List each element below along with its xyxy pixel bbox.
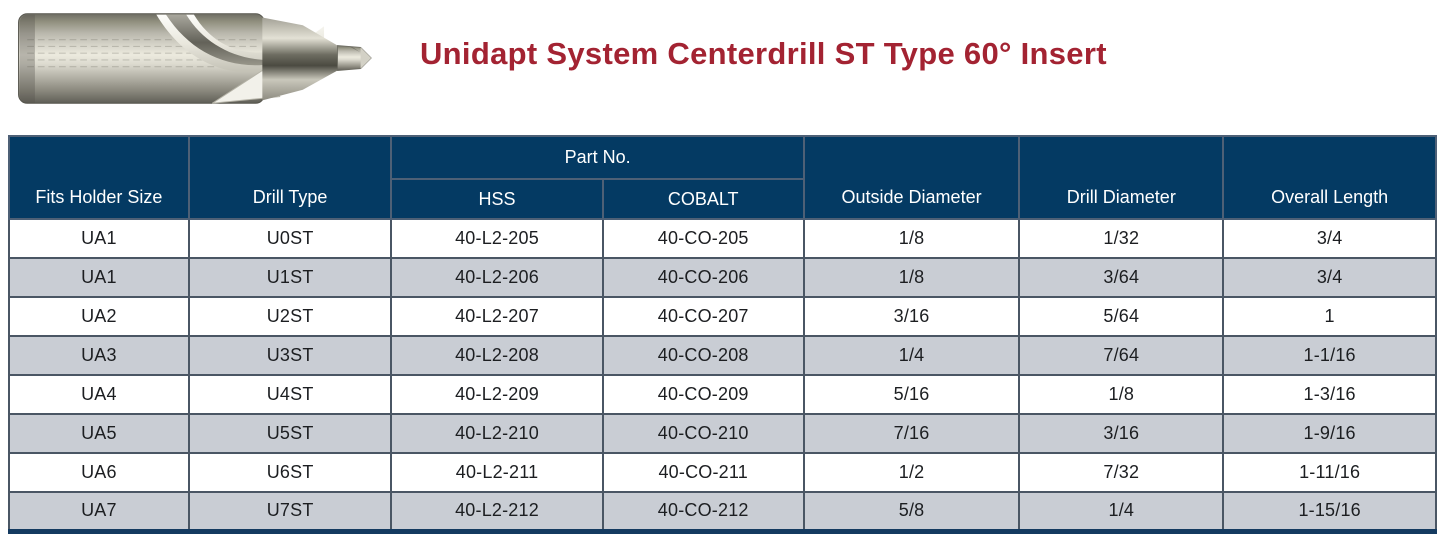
- table-cell: U3ST: [189, 336, 392, 375]
- table-cell: 1/2: [804, 453, 1019, 492]
- table-row: [9, 258, 1436, 297]
- table-cell: UA7: [9, 492, 189, 531]
- table-cell: 1/8: [1019, 375, 1223, 414]
- table-cell: 1-1/16: [1223, 336, 1436, 375]
- table-cell: U0ST: [189, 219, 392, 258]
- table-cell: 40-CO-210: [603, 414, 804, 453]
- table-cell: U7ST: [189, 492, 392, 531]
- table-cell: 40-CO-207: [603, 297, 804, 336]
- table-cell: 1/32: [1019, 219, 1223, 258]
- centerdrill-product-image: [8, 5, 376, 111]
- table-row: [9, 297, 1436, 336]
- table-cell: 40-L2-209: [391, 375, 602, 414]
- table-cell: 1/8: [804, 219, 1019, 258]
- table-cell: 40-L2-206: [391, 258, 602, 297]
- table-cell: 3/16: [1019, 414, 1223, 453]
- table-cell: 40-L2-212: [391, 492, 602, 531]
- table-cell: U5ST: [189, 414, 392, 453]
- table-cell: 40-CO-206: [603, 258, 804, 297]
- table-cell: 40-L2-211: [391, 453, 602, 492]
- table-row: [9, 453, 1436, 492]
- table-cell: 1-11/16: [1223, 453, 1436, 492]
- table-cell: UA1: [9, 258, 189, 297]
- table-cell: 3/64: [1019, 258, 1223, 297]
- table-cell: U1ST: [189, 258, 392, 297]
- table-header: [9, 136, 1436, 219]
- page-title: Unidapt System Centerdrill ST Type 60° Insert: [420, 36, 1107, 71]
- col-header-drill-type: Drill Type: [189, 136, 392, 219]
- table-cell: U4ST: [189, 375, 392, 414]
- col-header-part-no: Part No.: [391, 136, 803, 179]
- table-cell: 1/8: [804, 258, 1019, 297]
- centerdrill-photo-svg: [8, 5, 376, 111]
- table-cell: U2ST: [189, 297, 392, 336]
- col-header-outside-diameter: Outside Diameter: [804, 136, 1019, 219]
- table-cell: 40-L2-210: [391, 414, 602, 453]
- table-cell: 1/4: [1019, 492, 1223, 531]
- table-cell: 1-3/16: [1223, 375, 1436, 414]
- table-cell: 40-CO-211: [603, 453, 804, 492]
- table-cell: 40-CO-212: [603, 492, 804, 531]
- col-header-cobalt: COBALT: [603, 179, 804, 219]
- table-cell: 40-L2-207: [391, 297, 602, 336]
- table-cell: 1: [1223, 297, 1436, 336]
- table-cell: 40-CO-205: [603, 219, 804, 258]
- table-cell: 3/4: [1223, 258, 1436, 297]
- table-cell: 40-CO-209: [603, 375, 804, 414]
- table-cell: 7/32: [1019, 453, 1223, 492]
- col-header-hss: HSS: [391, 179, 602, 219]
- table-cell: UA2: [9, 297, 189, 336]
- table-row: [9, 336, 1436, 375]
- table-cell: 3/16: [804, 297, 1019, 336]
- col-header-drill-diameter: Drill Diameter: [1019, 136, 1223, 219]
- table-cell: 1-9/16: [1223, 414, 1436, 453]
- table-cell: 40-L2-208: [391, 336, 602, 375]
- table-cell: 5/64: [1019, 297, 1223, 336]
- table-cell: UA4: [9, 375, 189, 414]
- table-cell: UA1: [9, 219, 189, 258]
- table-cell: U6ST: [189, 453, 392, 492]
- table-cell: UA3: [9, 336, 189, 375]
- product-spec-table: [8, 135, 1437, 534]
- table-row: [9, 375, 1436, 414]
- table-cell: 7/64: [1019, 336, 1223, 375]
- table-body: [9, 219, 1436, 531]
- table-row: [9, 219, 1436, 258]
- table-cell: 5/16: [804, 375, 1019, 414]
- table-cell: 7/16: [804, 414, 1019, 453]
- col-header-overall-length: Overall Length: [1223, 136, 1436, 219]
- table-cell: UA6: [9, 453, 189, 492]
- table-cell: 3/4: [1223, 219, 1436, 258]
- table-cell: 40-CO-208: [603, 336, 804, 375]
- table-row: [9, 414, 1436, 453]
- table-cell: 1/4: [804, 336, 1019, 375]
- table-row: [9, 492, 1436, 531]
- table-cell: 40-L2-205: [391, 219, 602, 258]
- col-header-fits-holder-size: Fits Holder Size: [9, 136, 189, 219]
- table-cell: UA5: [9, 414, 189, 453]
- table-cell: 1-15/16: [1223, 492, 1436, 531]
- table-cell: 5/8: [804, 492, 1019, 531]
